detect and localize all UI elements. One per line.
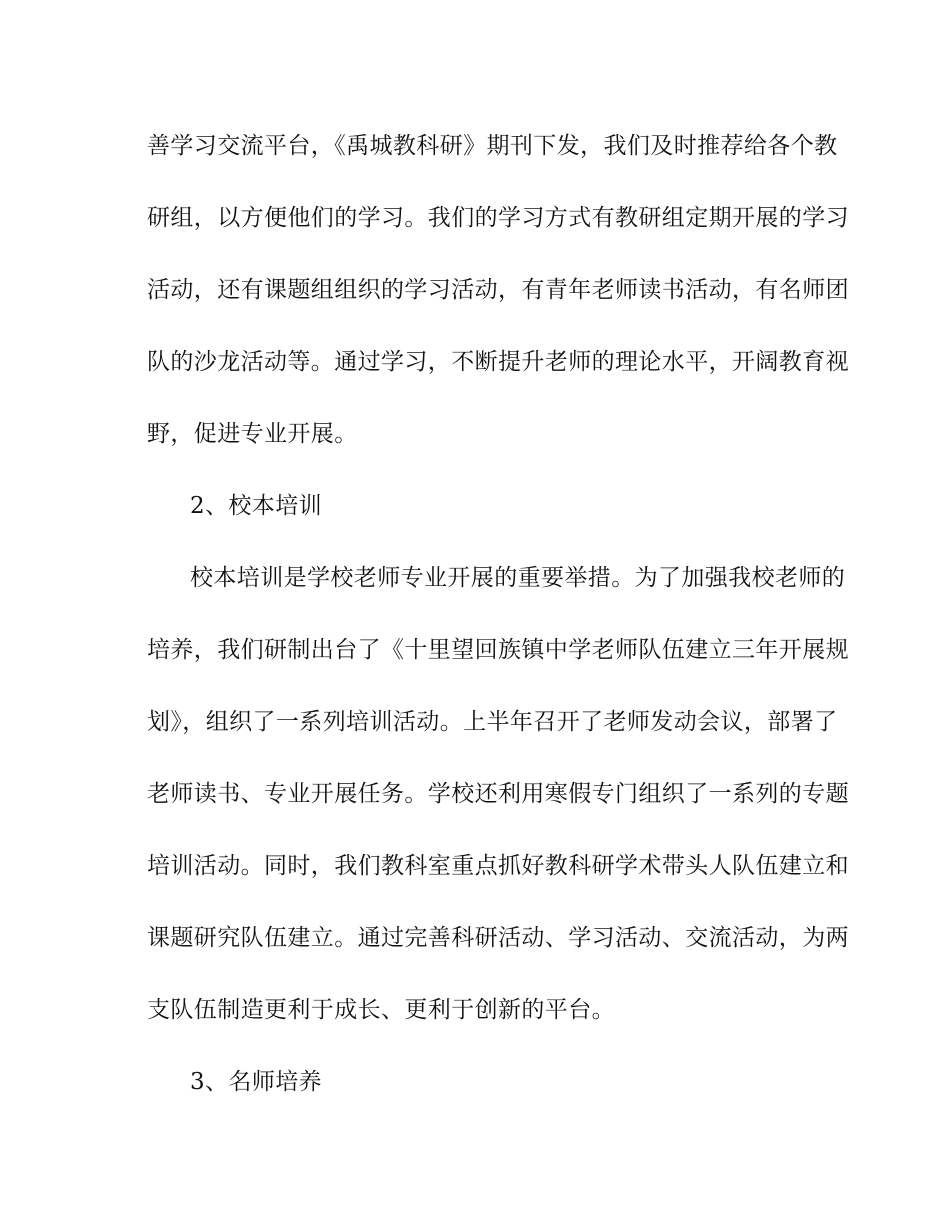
paragraph-1-line-3: 活动，还有课题组组织的学习活动，有青年老师读书活动，有名师团: [147, 277, 849, 303]
paragraph-2-line-3: 划》，组织了一系列培训活动。上半年召开了老师发动会议，部署了: [147, 709, 838, 735]
paragraph-2-line-2: 培养，我们研制出台了《十里望回族镇中学老师队伍建立三年开展规: [147, 637, 849, 663]
section-2-heading: 2、校本培训: [190, 493, 323, 519]
paragraph-2-line-4: 老师读书、专业开展任务。学校还利用寒假专门组织了一系列的专题: [147, 781, 849, 807]
paragraph-2-line-1: 校本培训是学校老师专业开展的重要举措。为了加强我校老师的: [190, 565, 846, 591]
paragraph-1-line-1: 善学习交流平台，《禹城教科研》期刊下发，我们及时推荐给各个教: [147, 133, 838, 159]
paragraph-2-line-5: 培训活动。同时，我们教科室重点抓好教科研学术带头人队伍建立和: [147, 853, 849, 879]
paragraph-1-line-5: 野，促进专业开展。: [147, 421, 358, 447]
paragraph-2-line-7: 支队伍制造更利于成长、更利于创新的平台。: [147, 997, 615, 1023]
paragraph-2-line-6: 课题研究队伍建立。通过完善科研活动、学习活动、交流活动，为两: [147, 925, 849, 951]
section-3-heading: 3、名师培养: [190, 1069, 323, 1095]
paragraph-1-line-2: 研组，以方便他们的学习。我们的学习方式有教研组定期开展的学习: [147, 205, 849, 231]
paragraph-1-line-4: 队的沙龙活动等。通过学习，不断提升老师的理论水平，开阔教育视: [147, 349, 849, 375]
